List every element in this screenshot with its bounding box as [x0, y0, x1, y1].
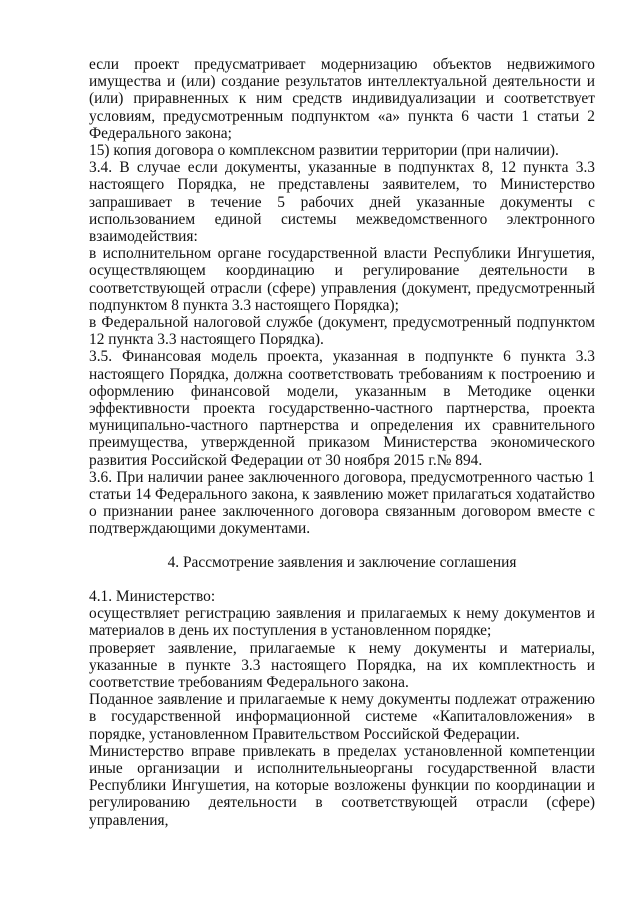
paragraph-3-4: 3.4. В случае если документы, указанные в подпунктах 8, 12 пункта 3.3 настоящего Порядка, не представлены заявителем, то Министерство запрашивает в течение 5 рабочих дней указанные документы с использованием единой системы межведомственного электронного взаимодействия:: [89, 159, 595, 246]
section-heading: 4. Рассмотрение заявления и заключение соглашения: [167, 553, 517, 571]
paragraph-modernization-condition: если проект предусматривает модернизацию объектов недвижимого имущества и (или) создание результатов интеллектуальной деятельности и (или) приравненных к ним средств индивидуализации и соответствует условиям, предусмотренным подпунктом «а» пункта 6 части 1 статьи 2 Федерального закона;: [89, 56, 595, 142]
document-body: [89, 56, 595, 829]
paragraph-3-5: 3.5. Финансовая модель проекта, указанная в подпункте 6 пункта 3.3 настоящего Порядка, должна соответствовать требованиям к построению и оформлению финансовой модели, указанным в Методике оценки эффективности проекта государственно-частного партнерства, проекта муниципально-частного партнерства и определения их сравнительного преимущества, утвержденной приказом Министерства экономического развития Российской Федерации от 30 ноября 2015 г.№ 894.: [89, 348, 595, 469]
paragraph-tax-service: в Федеральной налоговой службе (документ, предусмотренный подпунктом 12 пункта 3.3 настоящего Порядка).: [89, 314, 595, 349]
paragraph-verification: проверяет заявление, прилагаемые к нему документы и материалы, указанные в пункте 3.3 настоящего Порядка, на их комплектность и соответствие требованиям Федерального закона.: [89, 639, 595, 691]
paragraph-gis-reflection: Поданное заявление и прилагаемые к нему документы подлежат отражению в государственной информационной системе «Капиталовложения» в порядке, установленном Правительством Российской Федерации.: [89, 691, 595, 743]
paragraph-item-15: 15) копия договора о комплексном развитии территории (при наличии).: [89, 142, 559, 160]
paragraph-ministry-rights: Министерство вправе привлекать в пределах установленной компетенции иные организации и исполнительныеорганы государственной власти Республики Ингушетия, на которые возложены функции по координации и регулированию деятельности в соответствующей отрасли (сфере) управления,: [89, 742, 595, 829]
paragraph-3-6: 3.6. При наличии ранее заключенного договора, предусмотренного частью 1 статьи 14 Федерального закона, к заявлению может прилагаться ходатайство о признании ранее заключенного договора связанным договором вместе с подтверждающими документами.: [89, 468, 595, 538]
paragraph-executive-body: в исполнительном органе государственной власти Республики Ингушетия, осуществляющем координацию и регулирование деятельности в соответствующей отрасли (сфере) управления (документ, предусмотренный подпунктом 8 пункта 3.3 настоящего Порядка);: [89, 245, 595, 314]
paragraph-registration: осуществляет регистрацию заявления и прилагаемых к нему документов и материалов в день их поступления в установленном порядке;: [89, 605, 595, 640]
paragraph-4-1: 4.1. Министерство:: [89, 587, 216, 605]
